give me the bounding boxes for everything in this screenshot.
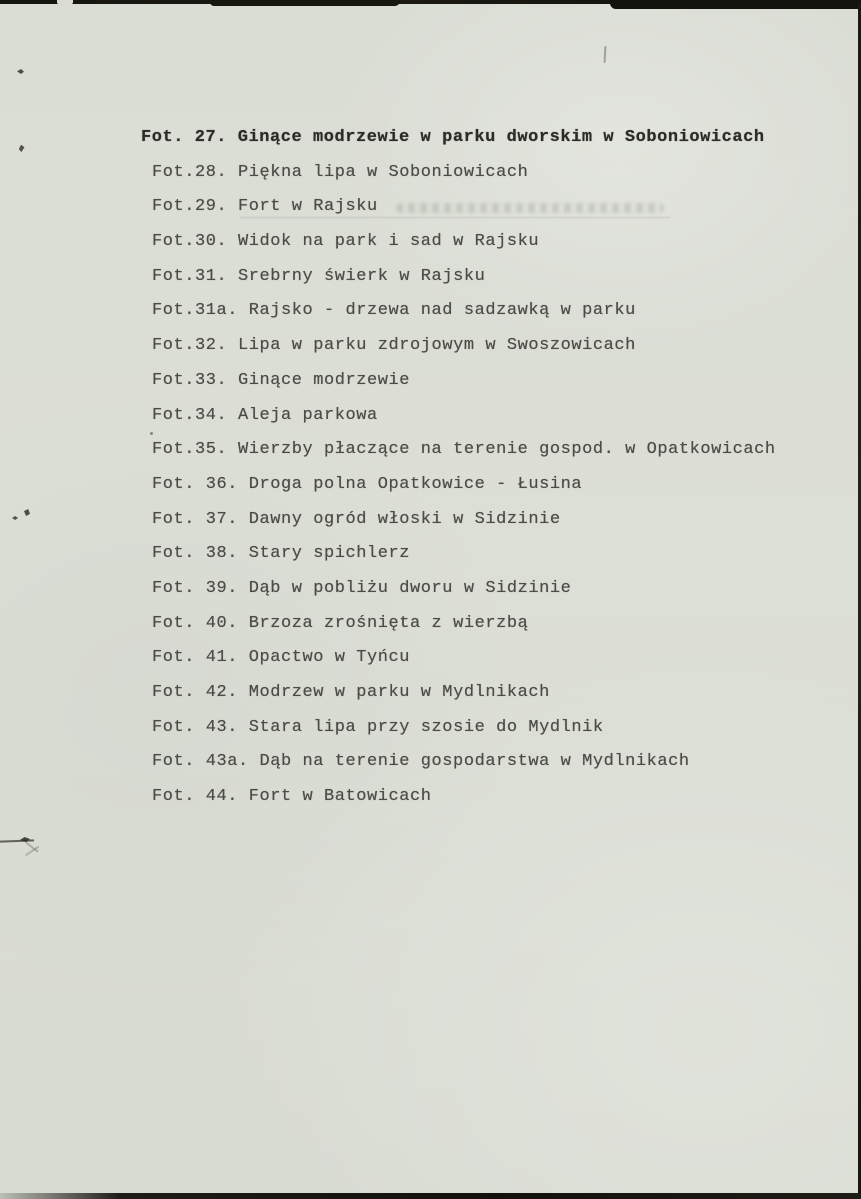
photo-entry-number: Fot.32.	[152, 336, 228, 356]
photo-entry-title: Modrzew w parku w Mydlnikach	[248, 683, 550, 702]
photo-entry-number: Fot.30.	[152, 232, 228, 252]
photo-entry	[152, 780, 776, 815]
photo-entry-title: Dąb w pobliżu dworu w Sidzinie	[248, 578, 572, 598]
photo-entry-title: Ginące modrzewie w parku dworskim w Soboniowicach	[237, 128, 765, 147]
photo-entry-number: Fot.29.	[152, 197, 228, 217]
photo-entry	[152, 676, 776, 711]
photo-entry-title: Brzoza zrośnięta z wierzbą	[248, 613, 529, 633]
photo-entry-title: Droga polna Opatkowice - Łusina	[248, 474, 583, 494]
photo-entry-title: Dawny ogród włoski w Sidzinie	[248, 509, 561, 529]
photo-entry-number: Fot.31.	[152, 266, 228, 286]
ink-speck	[18, 144, 25, 152]
photo-entry-title: Stary spichlerz	[248, 544, 411, 564]
photo-entry-title: Wierzby płaczące na terenie gospod. w Opatkowicach	[238, 440, 776, 460]
photo-entry-number: Fot.35.	[152, 440, 228, 460]
photo-entry-number: Fot. 38.	[152, 544, 239, 564]
photo-entry-number: Fot. 41.	[152, 648, 239, 668]
scan-edge-bottom	[0, 1193, 861, 1199]
photo-entry	[152, 468, 776, 503]
photo-entry	[152, 537, 776, 572]
photo-entry	[152, 607, 776, 642]
ink-speck	[150, 432, 153, 435]
photo-entry-number: Fot. 43a.	[152, 752, 249, 772]
photo-entry-number: Fot.33.	[152, 370, 228, 390]
photo-entry	[152, 225, 776, 260]
photo-entry-number: Fot. 39.	[152, 578, 239, 598]
photo-entry-number: Fot. 27.	[141, 128, 228, 147]
print-ghosting	[396, 203, 664, 213]
photo-entry	[152, 399, 776, 434]
photo-entry	[152, 745, 776, 780]
photo-caption-list	[141, 121, 776, 815]
scan-edge-top-right	[610, 0, 861, 9]
photo-entry-number: Fot. 42.	[152, 683, 239, 702]
ink-speck	[17, 69, 24, 74]
photo-entry-title: Srebrny świerk w Rajsku	[238, 266, 486, 286]
ink-speck	[24, 509, 30, 516]
photo-entry	[152, 364, 776, 399]
photo-entry-title: Opactwo w Tyńcu	[248, 648, 411, 668]
photo-entry-number: Fot. 36.	[152, 474, 239, 494]
photo-entry-title: Widok na park i sad w Rajsku	[238, 232, 540, 252]
photo-entry	[141, 121, 776, 156]
photo-entry	[152, 433, 776, 468]
photo-entry-title: Aleja parkowa	[238, 405, 378, 425]
stray-pen-mark	[604, 46, 607, 63]
photo-entry-title: Dąb na terenie gospodarstwa w Mydlnikach	[259, 752, 690, 772]
photo-entry-number: Fot. 40.	[152, 613, 239, 633]
print-ghosting-line	[240, 217, 670, 218]
photo-entry	[152, 329, 776, 364]
photo-entry	[152, 572, 776, 607]
photo-entry-title: Ginące modrzewie	[238, 370, 411, 390]
photo-entry-title: Stara lipa przy szosie do Mydlnik	[248, 717, 604, 737]
photo-entry-title: Fort w Batowicach	[248, 787, 432, 807]
photo-entry	[152, 711, 776, 746]
photo-entry-title: Rajsko - drzewa nad sadzawką w parku	[248, 301, 636, 321]
photo-entry-number: Fot. 43.	[152, 717, 239, 737]
photo-entry	[152, 294, 776, 329]
scan-scratch	[0, 839, 34, 842]
ink-speck	[12, 516, 18, 520]
photo-entry-title: Piękna lipa w Soboniowicach	[238, 162, 529, 182]
photo-entry	[152, 503, 776, 538]
photo-entry	[152, 260, 776, 295]
photo-entry-number: Fot.31a.	[152, 301, 239, 321]
photo-entry	[152, 641, 776, 676]
photo-entry-number: Fot.28.	[152, 162, 228, 182]
photo-entry-title: Lipa w parku zdrojowym w Swoszowicach	[238, 336, 636, 356]
scan-edge-top-bump	[210, 0, 400, 6]
photo-entry-number: Fot. 44.	[152, 787, 239, 807]
photo-entry-title: Fort w Rajsku	[238, 197, 378, 217]
paper-edge-notch	[57, 0, 73, 5]
photo-entry	[152, 156, 776, 191]
photo-entry-number: Fot. 37.	[152, 509, 239, 529]
photo-entry-number: Fot.34.	[152, 405, 228, 425]
